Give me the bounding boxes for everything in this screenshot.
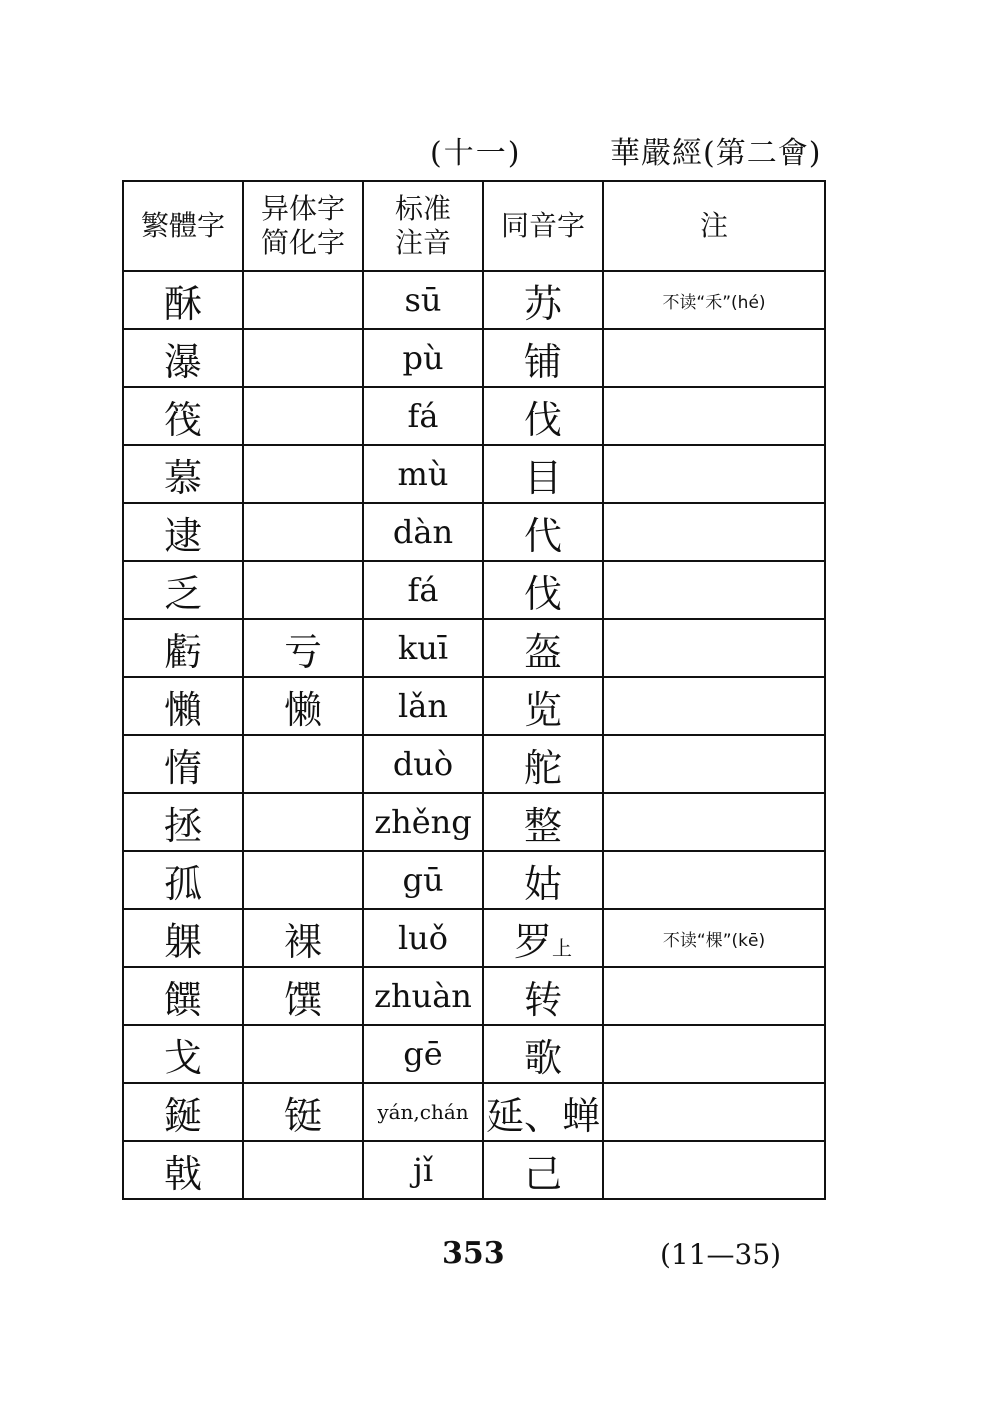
table-row bbox=[123, 1025, 825, 1083]
note bbox=[603, 619, 825, 677]
traditional-char: 筏 bbox=[123, 387, 243, 445]
homophone-main: 目 bbox=[523, 455, 562, 500]
col-header-traditional: 繁體字 bbox=[123, 181, 243, 271]
variant-char: 裸 bbox=[243, 909, 363, 967]
variant-char bbox=[243, 1025, 363, 1083]
note bbox=[603, 735, 825, 793]
note bbox=[603, 677, 825, 735]
table-row bbox=[123, 909, 825, 967]
homophone-char bbox=[483, 735, 603, 793]
table-row bbox=[123, 271, 825, 329]
homophone-main: 罗 bbox=[513, 919, 552, 964]
homophone-char bbox=[483, 909, 603, 967]
col-header-homophone: 同音字 bbox=[483, 181, 603, 271]
page-number: 353 bbox=[442, 1236, 505, 1271]
homophone-main: 伐 bbox=[523, 397, 562, 442]
col-header-variant: 异体字 简化字 bbox=[243, 181, 363, 271]
traditional-char: 乏 bbox=[123, 561, 243, 619]
tone-marker: 上 bbox=[552, 935, 572, 960]
pinyin: lǎn bbox=[363, 677, 483, 735]
pinyin: duò bbox=[363, 735, 483, 793]
pinyin: yán,chán bbox=[363, 1083, 483, 1141]
pinyin: gē bbox=[363, 1025, 483, 1083]
note bbox=[603, 793, 825, 851]
note bbox=[603, 503, 825, 561]
homophone-main: 盔 bbox=[523, 629, 562, 674]
variant-char bbox=[243, 271, 363, 329]
homophone-main: 整 bbox=[523, 803, 562, 848]
table-row bbox=[123, 561, 825, 619]
homophone-main: 己 bbox=[523, 1151, 562, 1196]
traditional-char: 鋋 bbox=[123, 1083, 243, 1141]
col-header-note: 注 bbox=[603, 181, 825, 271]
pinyin: mù bbox=[363, 445, 483, 503]
traditional-char: 戟 bbox=[123, 1141, 243, 1199]
homophone-main: 苏 bbox=[523, 281, 562, 326]
table-row bbox=[123, 503, 825, 561]
variant-char bbox=[243, 851, 363, 909]
variant-char bbox=[243, 735, 363, 793]
pinyin: zhěng bbox=[363, 793, 483, 851]
homophone-main: 转 bbox=[523, 977, 562, 1022]
homophone-char bbox=[483, 851, 603, 909]
pinyin: dàn bbox=[363, 503, 483, 561]
pinyin: luǒ bbox=[363, 909, 483, 967]
homophone-char bbox=[483, 1025, 603, 1083]
homophone-char bbox=[483, 329, 603, 387]
note: 不读“禾”(hé) bbox=[603, 271, 825, 329]
table-row bbox=[123, 329, 825, 387]
variant-char bbox=[243, 503, 363, 561]
homophone-char bbox=[483, 271, 603, 329]
note bbox=[603, 1141, 825, 1199]
homophone-char bbox=[483, 677, 603, 735]
variant-char: 铤 bbox=[243, 1083, 363, 1141]
note bbox=[603, 561, 825, 619]
note bbox=[603, 329, 825, 387]
traditional-char: 慕 bbox=[123, 445, 243, 503]
traditional-char: 懶 bbox=[123, 677, 243, 735]
homophone-main: 姑 bbox=[523, 861, 562, 906]
variant-char: 懒 bbox=[243, 677, 363, 735]
table-row bbox=[123, 387, 825, 445]
pinyin: gū bbox=[363, 851, 483, 909]
homophone-char bbox=[483, 793, 603, 851]
traditional-char: 虧 bbox=[123, 619, 243, 677]
homophone-main: 歌 bbox=[523, 1035, 562, 1080]
traditional-char: 拯 bbox=[123, 793, 243, 851]
homophone-main: 铺 bbox=[523, 339, 562, 384]
traditional-char: 孤 bbox=[123, 851, 243, 909]
traditional-char: 躶 bbox=[123, 909, 243, 967]
homophone-char bbox=[483, 619, 603, 677]
variant-char: 馔 bbox=[243, 967, 363, 1025]
homophone-main: 舵 bbox=[523, 745, 562, 790]
traditional-char: 戈 bbox=[123, 1025, 243, 1083]
note bbox=[603, 1083, 825, 1141]
homophone-char bbox=[483, 445, 603, 503]
table-row bbox=[123, 967, 825, 1025]
homophone-main: 代 bbox=[523, 513, 562, 558]
pinyin: fá bbox=[363, 387, 483, 445]
homophone-char bbox=[483, 1141, 603, 1199]
table-row bbox=[123, 1083, 825, 1141]
pinyin: sū bbox=[363, 271, 483, 329]
character-reference-table bbox=[122, 180, 826, 1200]
traditional-char: 惰 bbox=[123, 735, 243, 793]
table-row bbox=[123, 445, 825, 503]
variant-char bbox=[243, 445, 363, 503]
homophone-char bbox=[483, 1083, 603, 1141]
table-row bbox=[123, 735, 825, 793]
table-row bbox=[123, 793, 825, 851]
note bbox=[603, 1025, 825, 1083]
homophone-main: 伐 bbox=[523, 571, 562, 616]
homophone-main: 延、蝉 bbox=[485, 1093, 600, 1138]
note bbox=[603, 387, 825, 445]
traditional-char: 逮 bbox=[123, 503, 243, 561]
table-row bbox=[123, 677, 825, 735]
table-row bbox=[123, 851, 825, 909]
section-number: (十一) bbox=[430, 136, 522, 171]
pinyin: kuī bbox=[363, 619, 483, 677]
table-header-row bbox=[123, 181, 825, 271]
traditional-char: 瀑 bbox=[123, 329, 243, 387]
variant-char bbox=[243, 561, 363, 619]
pinyin: jǐ bbox=[363, 1141, 483, 1199]
table-row bbox=[123, 1141, 825, 1199]
homophone-char bbox=[483, 967, 603, 1025]
homophone-char bbox=[483, 503, 603, 561]
pinyin: fá bbox=[363, 561, 483, 619]
pinyin: pù bbox=[363, 329, 483, 387]
sutra-title: 華嚴經(第二會) bbox=[610, 136, 822, 171]
note bbox=[603, 851, 825, 909]
page-reference: (11—35) bbox=[660, 1238, 782, 1271]
variant-char bbox=[243, 1141, 363, 1199]
table-row bbox=[123, 619, 825, 677]
traditional-char: 酥 bbox=[123, 271, 243, 329]
variant-char bbox=[243, 329, 363, 387]
note bbox=[603, 445, 825, 503]
note: 不读“棵”(kē) bbox=[603, 909, 825, 967]
variant-char bbox=[243, 387, 363, 445]
col-header-pinyin: 标准 注音 bbox=[363, 181, 483, 271]
traditional-char: 饌 bbox=[123, 967, 243, 1025]
homophone-char bbox=[483, 561, 603, 619]
note bbox=[603, 967, 825, 1025]
homophone-char bbox=[483, 387, 603, 445]
homophone-main: 览 bbox=[523, 687, 562, 732]
variant-char: 亏 bbox=[243, 619, 363, 677]
variant-char bbox=[243, 793, 363, 851]
pinyin: zhuàn bbox=[363, 967, 483, 1025]
